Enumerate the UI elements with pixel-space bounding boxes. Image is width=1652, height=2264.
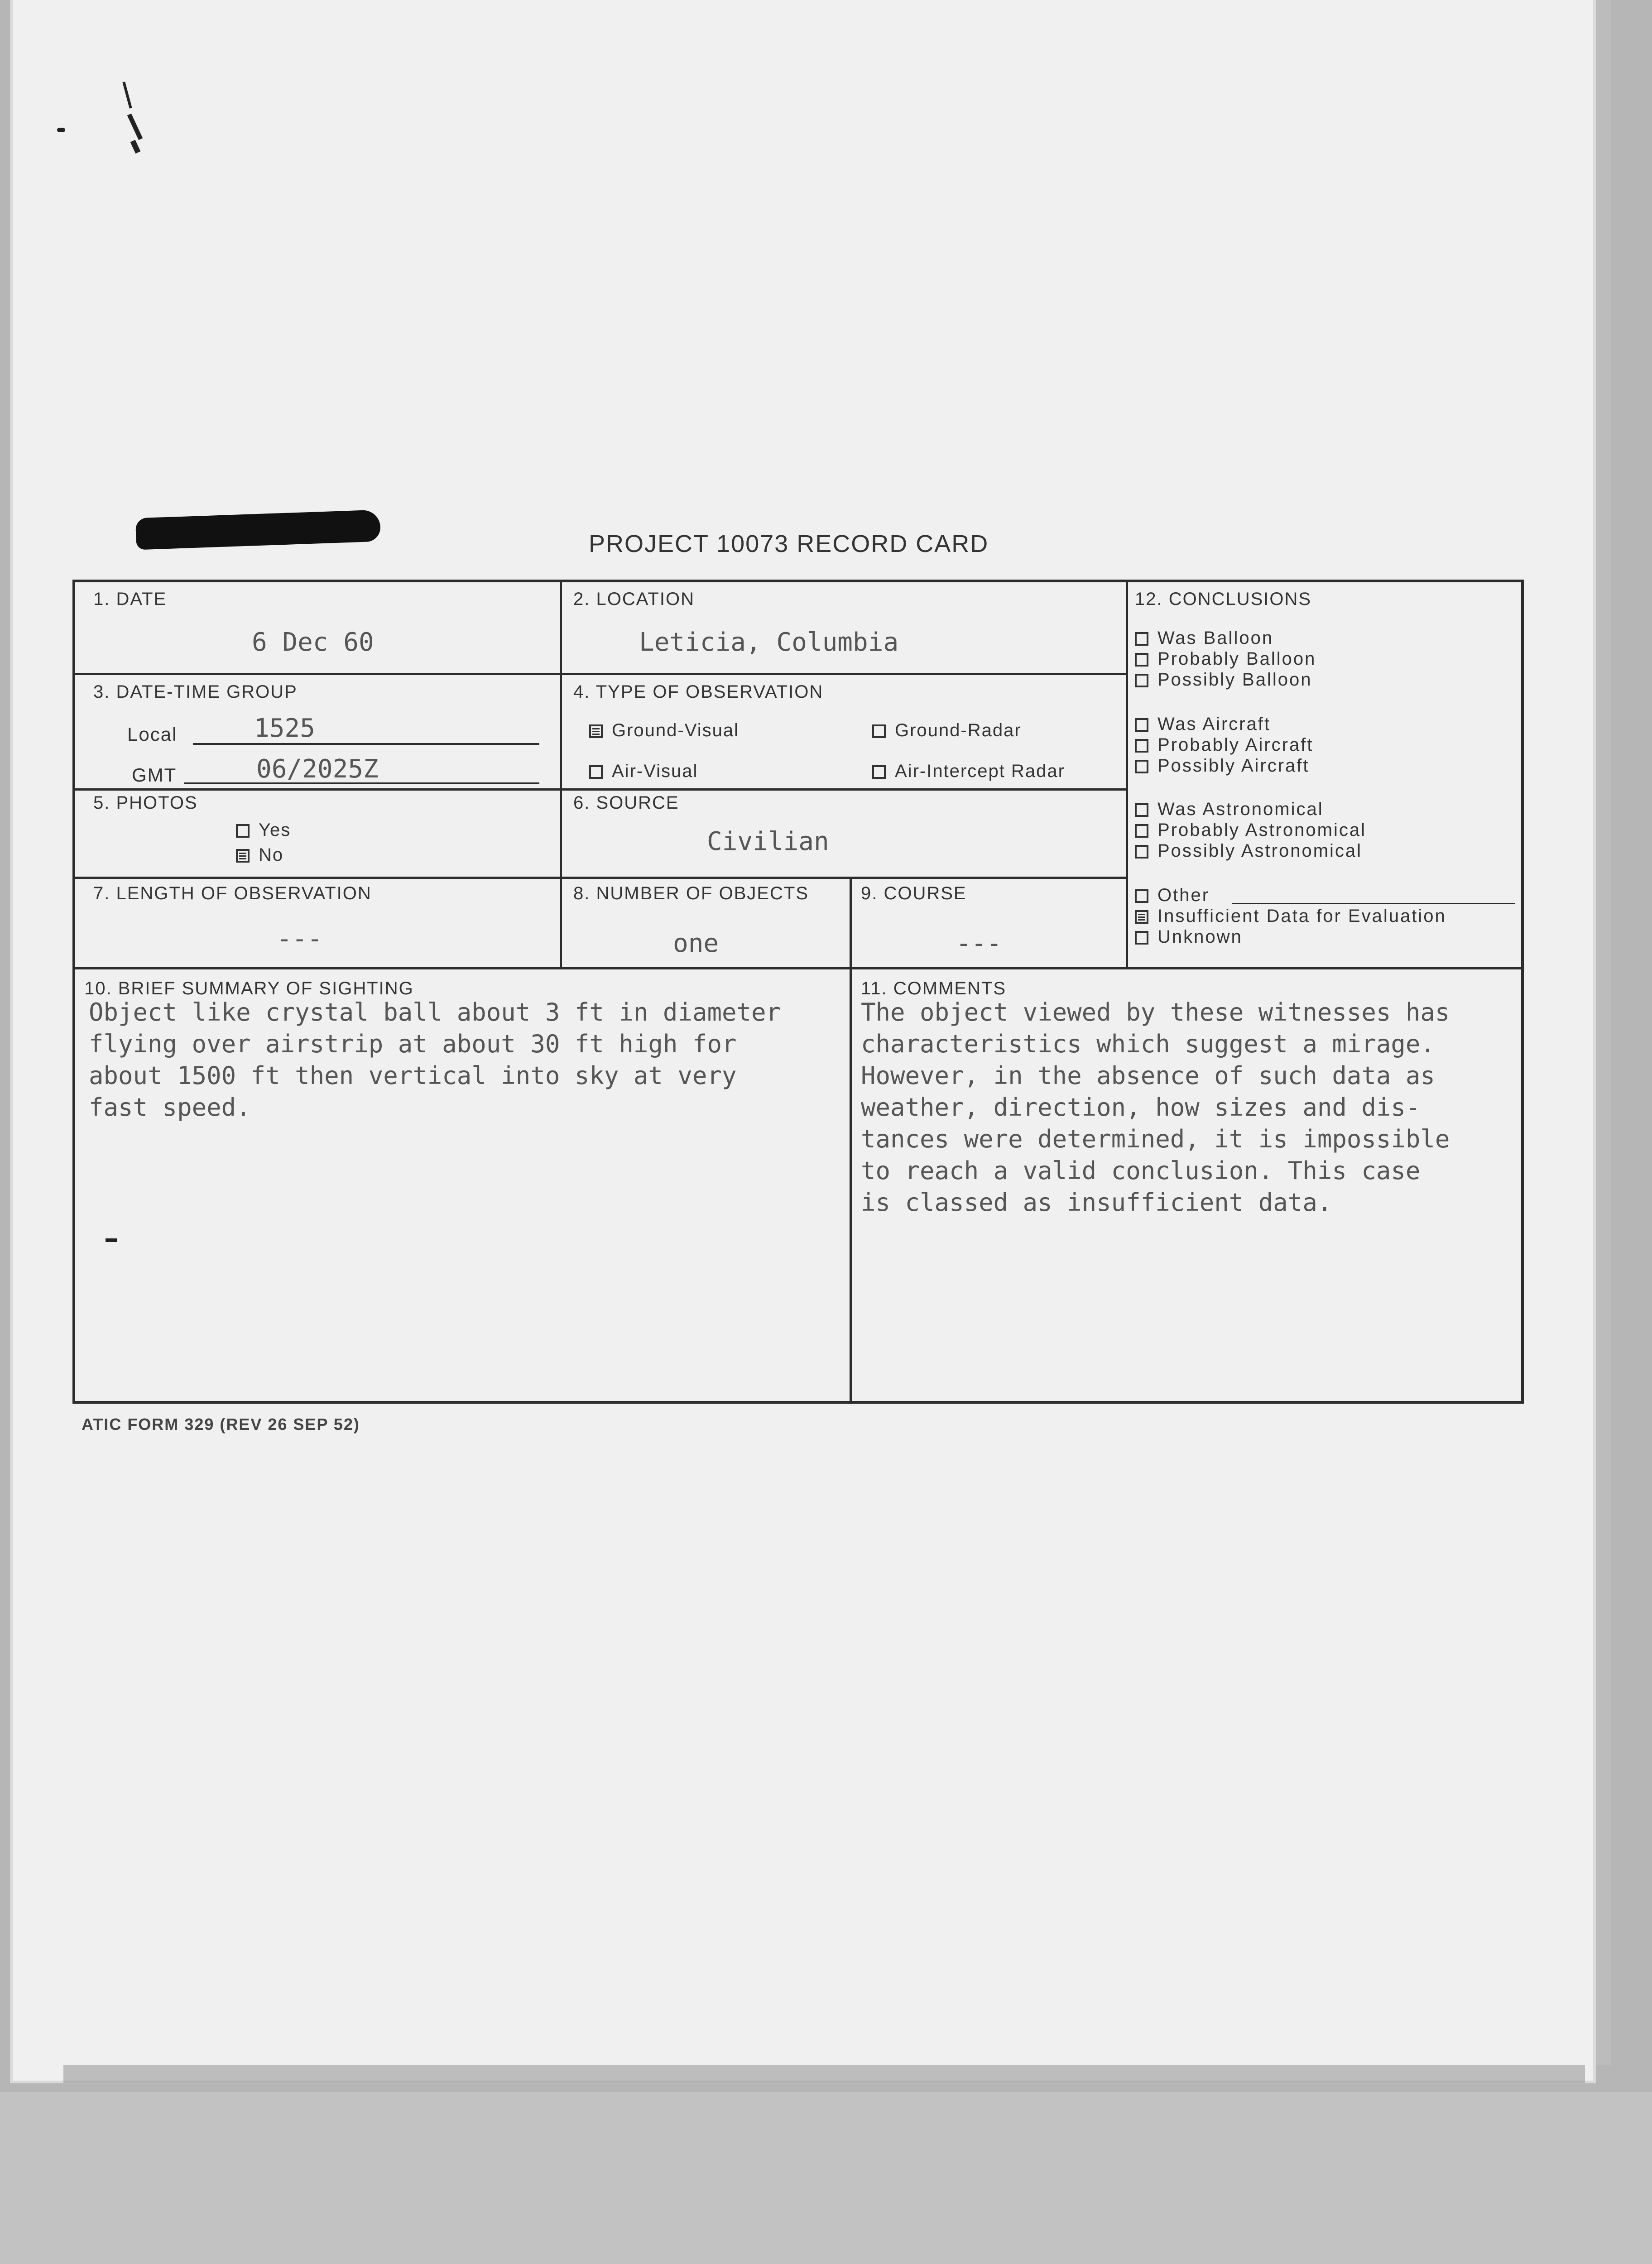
option-air-intercept-radar[interactable]: Air-Intercept Radar [872, 761, 1065, 782]
ink-speck [130, 140, 141, 153]
checkbox-icon [1135, 931, 1148, 945]
option-was-aircraft[interactable]: Was Aircraft [1135, 714, 1313, 734]
gmt-value: 06/2025Z [256, 754, 379, 784]
summary-line: Object like crystal ball about 3 ft in diameter [89, 998, 781, 1026]
comments-text [861, 997, 1450, 1218]
course-label: 9. COURSE [861, 883, 967, 903]
grid-line [75, 673, 1128, 675]
option-air-visual[interactable]: Air-Visual [589, 761, 698, 782]
conclusion-group-other [1135, 885, 1446, 947]
checkbox-icon [872, 724, 886, 738]
location-value: Leticia, Columbia [639, 628, 899, 657]
grid-line [75, 788, 1128, 791]
conclusion-group-astronomical [1135, 799, 1366, 861]
date-value: 6 Dec 60 [252, 628, 374, 657]
card-title: PROJECT 10073 RECORD CARD [589, 530, 989, 557]
summary-line: about 1500 ft then vertical into sky at very [89, 1061, 737, 1090]
checkbox-icon [1135, 824, 1148, 838]
form-footer: ATIC FORM 329 (REV 26 SEP 52) [82, 1415, 360, 1434]
checkbox-icon [1135, 718, 1148, 732]
checkbox-icon [236, 824, 250, 838]
dtg-label: 3. DATE-TIME GROUP [93, 682, 298, 702]
length-label: 7. LENGTH OF OBSERVATION [93, 883, 372, 903]
option-probably-aircraft[interactable]: Probably Aircraft [1135, 734, 1313, 755]
length-value: --- [277, 924, 323, 954]
checkbox-icon [1135, 674, 1148, 687]
num-objects-label: 8. NUMBER OF OBJECTS [573, 883, 809, 903]
photos-label: 5. PHOTOS [93, 793, 198, 813]
option-possibly-astronomical[interactable]: Possibly Astronomical [1135, 840, 1366, 861]
checkbox-icon [1135, 889, 1148, 903]
local-underline [193, 743, 539, 745]
conclusion-group-balloon [1135, 628, 1316, 690]
checkbox-icon [1135, 803, 1148, 817]
option-probably-balloon[interactable]: Probably Balloon [1135, 648, 1316, 669]
record-card [72, 580, 1524, 1404]
checkbox-icon [589, 724, 603, 738]
checkbox-icon [872, 765, 886, 779]
summary-label: 10. BRIEF SUMMARY OF SIGHTING [84, 979, 414, 998]
option-probably-astronomical[interactable]: Probably Astronomical [1135, 820, 1366, 840]
local-value: 1525 [254, 714, 315, 743]
summary-line: flying over airstrip at about 30 ft high for [89, 1030, 737, 1058]
date-label: 1. DATE [93, 589, 167, 609]
option-insufficient-data[interactable]: Insufficient Data for Evaluation [1135, 906, 1446, 926]
grid-line [850, 877, 852, 1404]
ink-speck [127, 114, 143, 140]
conclusions-label: 12. CONCLUSIONS [1135, 589, 1312, 609]
source-value: Civilian [707, 827, 829, 856]
type-obs-label: 4. TYPE OF OBSERVATION [573, 682, 824, 702]
checkbox-icon [1135, 632, 1148, 646]
option-was-astronomical[interactable]: Was Astronomical [1135, 799, 1366, 820]
comments-line: tances were determined, it is impossible [861, 1125, 1450, 1153]
gmt-label: GMT [132, 764, 177, 786]
grid-line [1126, 582, 1128, 967]
checkbox-icon [589, 765, 603, 779]
background-lower [0, 2092, 1652, 2264]
paper-edge-shadow [1593, 0, 1611, 2065]
num-objects-value: one [673, 929, 719, 958]
comments-line: characteristics which suggest a mirage. [861, 1030, 1435, 1058]
course-value: --- [956, 929, 1002, 958]
source-label: 6. SOURCE [573, 793, 679, 813]
summary-text [89, 997, 781, 1123]
option-photos-no[interactable]: No [236, 845, 283, 865]
option-was-balloon[interactable]: Was Balloon [1135, 628, 1316, 648]
checkbox-icon [1135, 910, 1148, 924]
checkbox-icon [236, 849, 250, 863]
checkbox-icon [1135, 739, 1148, 753]
option-photos-yes[interactable]: Yes [236, 820, 291, 840]
comments-line: to reach a valid conclusion. This case [861, 1156, 1421, 1185]
option-ground-radar[interactable]: Ground-Radar [872, 720, 1022, 741]
checkbox-icon [1135, 653, 1148, 667]
checkbox-icon [1135, 845, 1148, 859]
option-ground-visual[interactable]: Ground-Visual [589, 720, 739, 741]
ink-speck [122, 82, 132, 109]
summary-line: fast speed. [89, 1093, 251, 1122]
comments-line: is classed as insufficient data. [861, 1188, 1332, 1217]
option-possibly-aircraft[interactable]: Possibly Aircraft [1135, 755, 1313, 776]
option-possibly-balloon[interactable]: Possibly Balloon [1135, 669, 1316, 690]
option-other[interactable]: Other [1135, 885, 1446, 906]
comments-line: weather, direction, how sizes and dis- [861, 1093, 1421, 1122]
grid-line [75, 967, 1524, 969]
option-unknown[interactable]: Unknown [1135, 926, 1446, 947]
comments-line: The object viewed by these witnesses has [861, 998, 1450, 1026]
comments-label: 11. COMMENTS [861, 979, 1007, 998]
ink-speck [57, 128, 65, 132]
other-underline [1232, 903, 1515, 904]
comments-line: However, in the absence of such data as [861, 1061, 1435, 1090]
local-label: Local [127, 724, 178, 745]
grid-line [560, 582, 562, 967]
location-label: 2. LOCATION [573, 589, 695, 609]
checkbox-icon [1135, 760, 1148, 773]
grid-line [75, 877, 1128, 879]
conclusion-group-aircraft [1135, 714, 1313, 776]
sheet-bottom-shadow [63, 2065, 1585, 2083]
